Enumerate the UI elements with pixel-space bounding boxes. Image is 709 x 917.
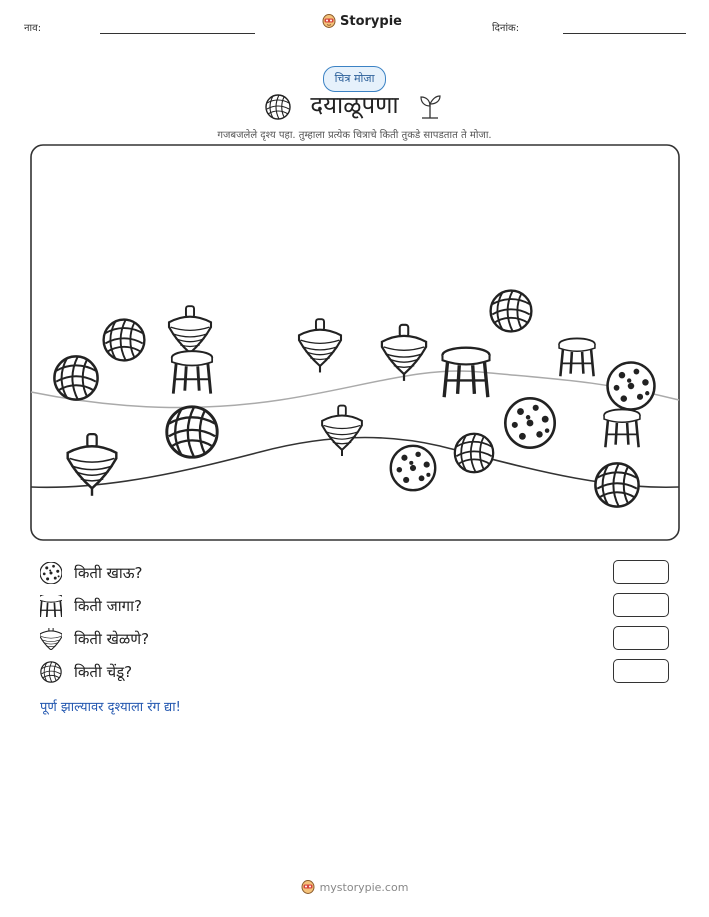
coloring-note: पूर्ण झाल्यावर दृश्याला रंग द्या! (40, 700, 181, 715)
date-label: दिनांक: (492, 23, 520, 34)
question-text: किती खाऊ? (74, 564, 143, 582)
answer-box-toys[interactable] (613, 626, 669, 650)
question-row-snacks (40, 560, 670, 586)
name-label: नाव: (24, 23, 42, 34)
question-row-balls (40, 659, 670, 685)
sprout-icon (418, 92, 442, 120)
cookie-icon (505, 398, 554, 447)
spinning-top-icon (40, 628, 62, 650)
mascot-icon (322, 13, 336, 29)
ball-icon (167, 407, 217, 457)
activity-badge: चित्र मोजा (323, 66, 386, 92)
footer-url[interactable]: mystorypie.com (319, 880, 409, 894)
brand-name: Storypie (340, 13, 402, 29)
mascot-icon (301, 879, 315, 895)
question-text: किती चेंडू? (74, 663, 133, 681)
footer (0, 879, 709, 895)
counting-scene (30, 144, 680, 541)
cookie-icon (608, 363, 655, 410)
ball-icon (595, 463, 638, 506)
name-line[interactable] (100, 33, 255, 34)
answer-box-balls[interactable] (613, 659, 669, 683)
cookie-icon (391, 446, 435, 490)
answer-box-snacks[interactable] (613, 560, 669, 584)
date-line[interactable] (563, 33, 686, 34)
question-row-toys (40, 626, 670, 652)
ball-icon (491, 291, 532, 332)
stool-icon (40, 595, 62, 617)
brand-logo (322, 13, 402, 29)
page-title: दयाळूपणा (310, 91, 399, 119)
ball-icon (455, 434, 493, 472)
question-text: किती जागा? (74, 597, 142, 615)
instructions: गजबजलेले दृश्य पहा. तुम्हाला प्रत्येक चित्राचे किती तुकडे सापडतात ते मोजा. (217, 130, 492, 141)
question-text: किती खेळणे? (74, 630, 150, 648)
ball-icon (40, 661, 62, 683)
ball-icon (104, 320, 145, 361)
answer-box-seats[interactable] (613, 593, 669, 617)
ball-icon (54, 356, 97, 399)
cookie-icon (40, 562, 62, 584)
question-row-seats (40, 593, 670, 619)
